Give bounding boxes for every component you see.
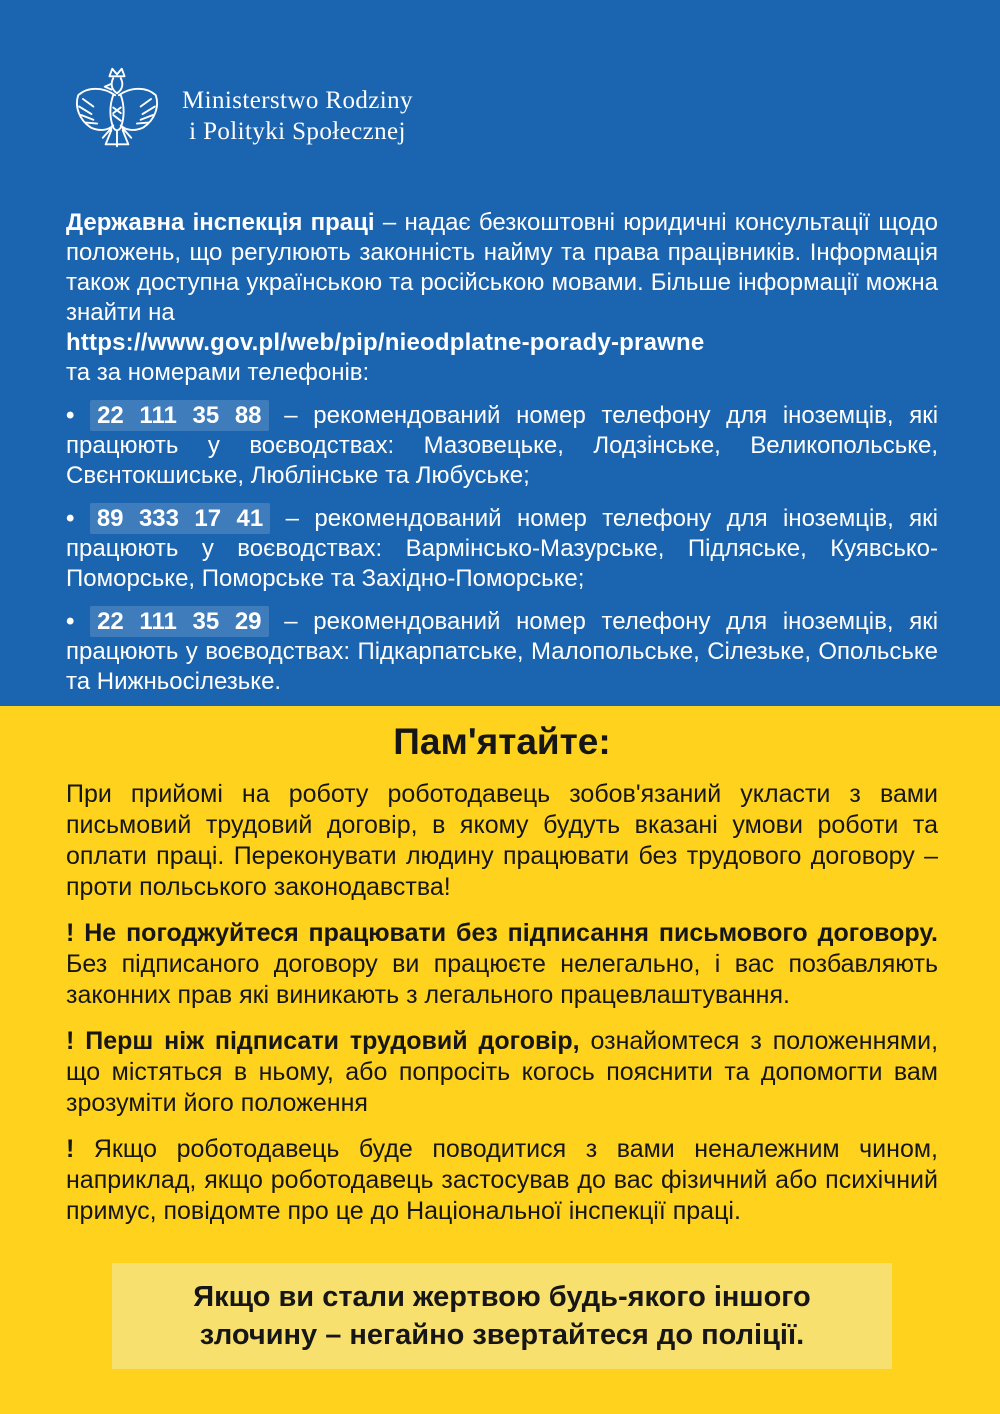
yellow-paragraph-1 [66,779,938,903]
paragraph-text: При прийомі на роботу роботодавець зобов'язаний укласти з вами письмовий трудовий договір, в якому будуть вказані умови роботи та оплати праці. Переконувати людину працювати без трудового договору – проти польського законодавства! [66,780,938,901]
intro-after-link: та за номерами телефонів: [66,359,370,386]
polish-eagle-icon [66,64,168,168]
phone-dash: – [284,402,298,429]
intro-dash: – [382,209,397,236]
phone-description: рекомендований номер телефону для іноземців, які працюють у воєводствах: Підкарпатське, Малопольське, Сілезьке, Опольське та Нижньосілезьке. [66,608,939,695]
intro-text: надає безкоштовні юридичні консультації щодо положень, що регулюють законність найму та права працівників. Інформація також доступна українською та російською мовами. Більше інформації можна знайти на [66,209,938,326]
paragraph-text: Без підписаного договору ви працюєте нелегально, і вас позбавляють законних прав які виникають з легального працевлаштування. [66,950,938,1009]
phone-item-3 [66,607,938,697]
phone-dash: – [285,505,299,532]
paragraph-bold: ! Перш ніж підписати трудовий договір, [66,1027,580,1055]
phone-description: рекомендований номер телефону для іноземців, які працюють у воєводствах: Вармінсько-Мазурське, Підляське, Куявсько-Поморське, Поморське та Західно-Поморське; [66,505,939,592]
phone-description: рекомендований номер телефону для іноземців, які працюють у воєводствах: Мазовецьке, Лодзінське, Великопольське, Свєнтокшиське, Люблінське та Любуське; [66,402,939,489]
blue-section [0,0,1000,706]
paragraph-bold: ! Не погоджуйтеся працювати без підписання письмового договору. [66,919,938,947]
police-notice-text: Якщо ви стали жертвою будь-якого іншого злочину – негайно звертайтеся до поліції. [193,1281,811,1351]
phone-number: 22 111 35 88 [90,400,268,431]
ministry-header [66,64,938,168]
yellow-section [0,706,1000,1414]
phone-number: 89 333 17 41 [90,503,270,534]
bullet-icon: • [66,402,75,429]
intro-paragraph [66,208,938,328]
bullet-icon: • [66,505,75,532]
police-notice-box [112,1263,892,1369]
yellow-paragraph-2 [66,918,938,1011]
bullet-icon: • [66,608,75,635]
ministry-name-line1: Ministerstwo Rodziny [182,87,413,114]
ministry-name [182,85,413,147]
phone-item-2 [66,504,938,594]
paragraph-bold: ! [66,1135,75,1163]
phone-number: 22 111 35 29 [90,606,268,637]
paragraph-text: Якщо роботодавець буде поводитися з вами неналежним чином, наприклад, якщо роботодавець застосував до вас фізичний або психічний примус, повідомте про це до Національної інспекції праці. [66,1135,938,1225]
phone-item-1 [66,401,938,491]
yellow-paragraph-3 [66,1026,938,1119]
paragraph-text: ознайомтеся з положеннями, що містяться в ньому, або попросіть когось пояснити та допомогти вам зрозуміти його положення [66,1027,939,1117]
ministry-name-line2: i Polityki Społecznej [189,118,406,145]
phone-dash: – [284,608,298,635]
remember-heading: Пам'ятайте: [393,721,611,762]
intro-lead-bold: Державна інспекція праці [66,209,375,236]
pip-link[interactable]: https://www.gov.pl/web/pip/nieodplatne-porady-prawne [66,329,705,356]
yellow-paragraph-4 [66,1134,938,1227]
